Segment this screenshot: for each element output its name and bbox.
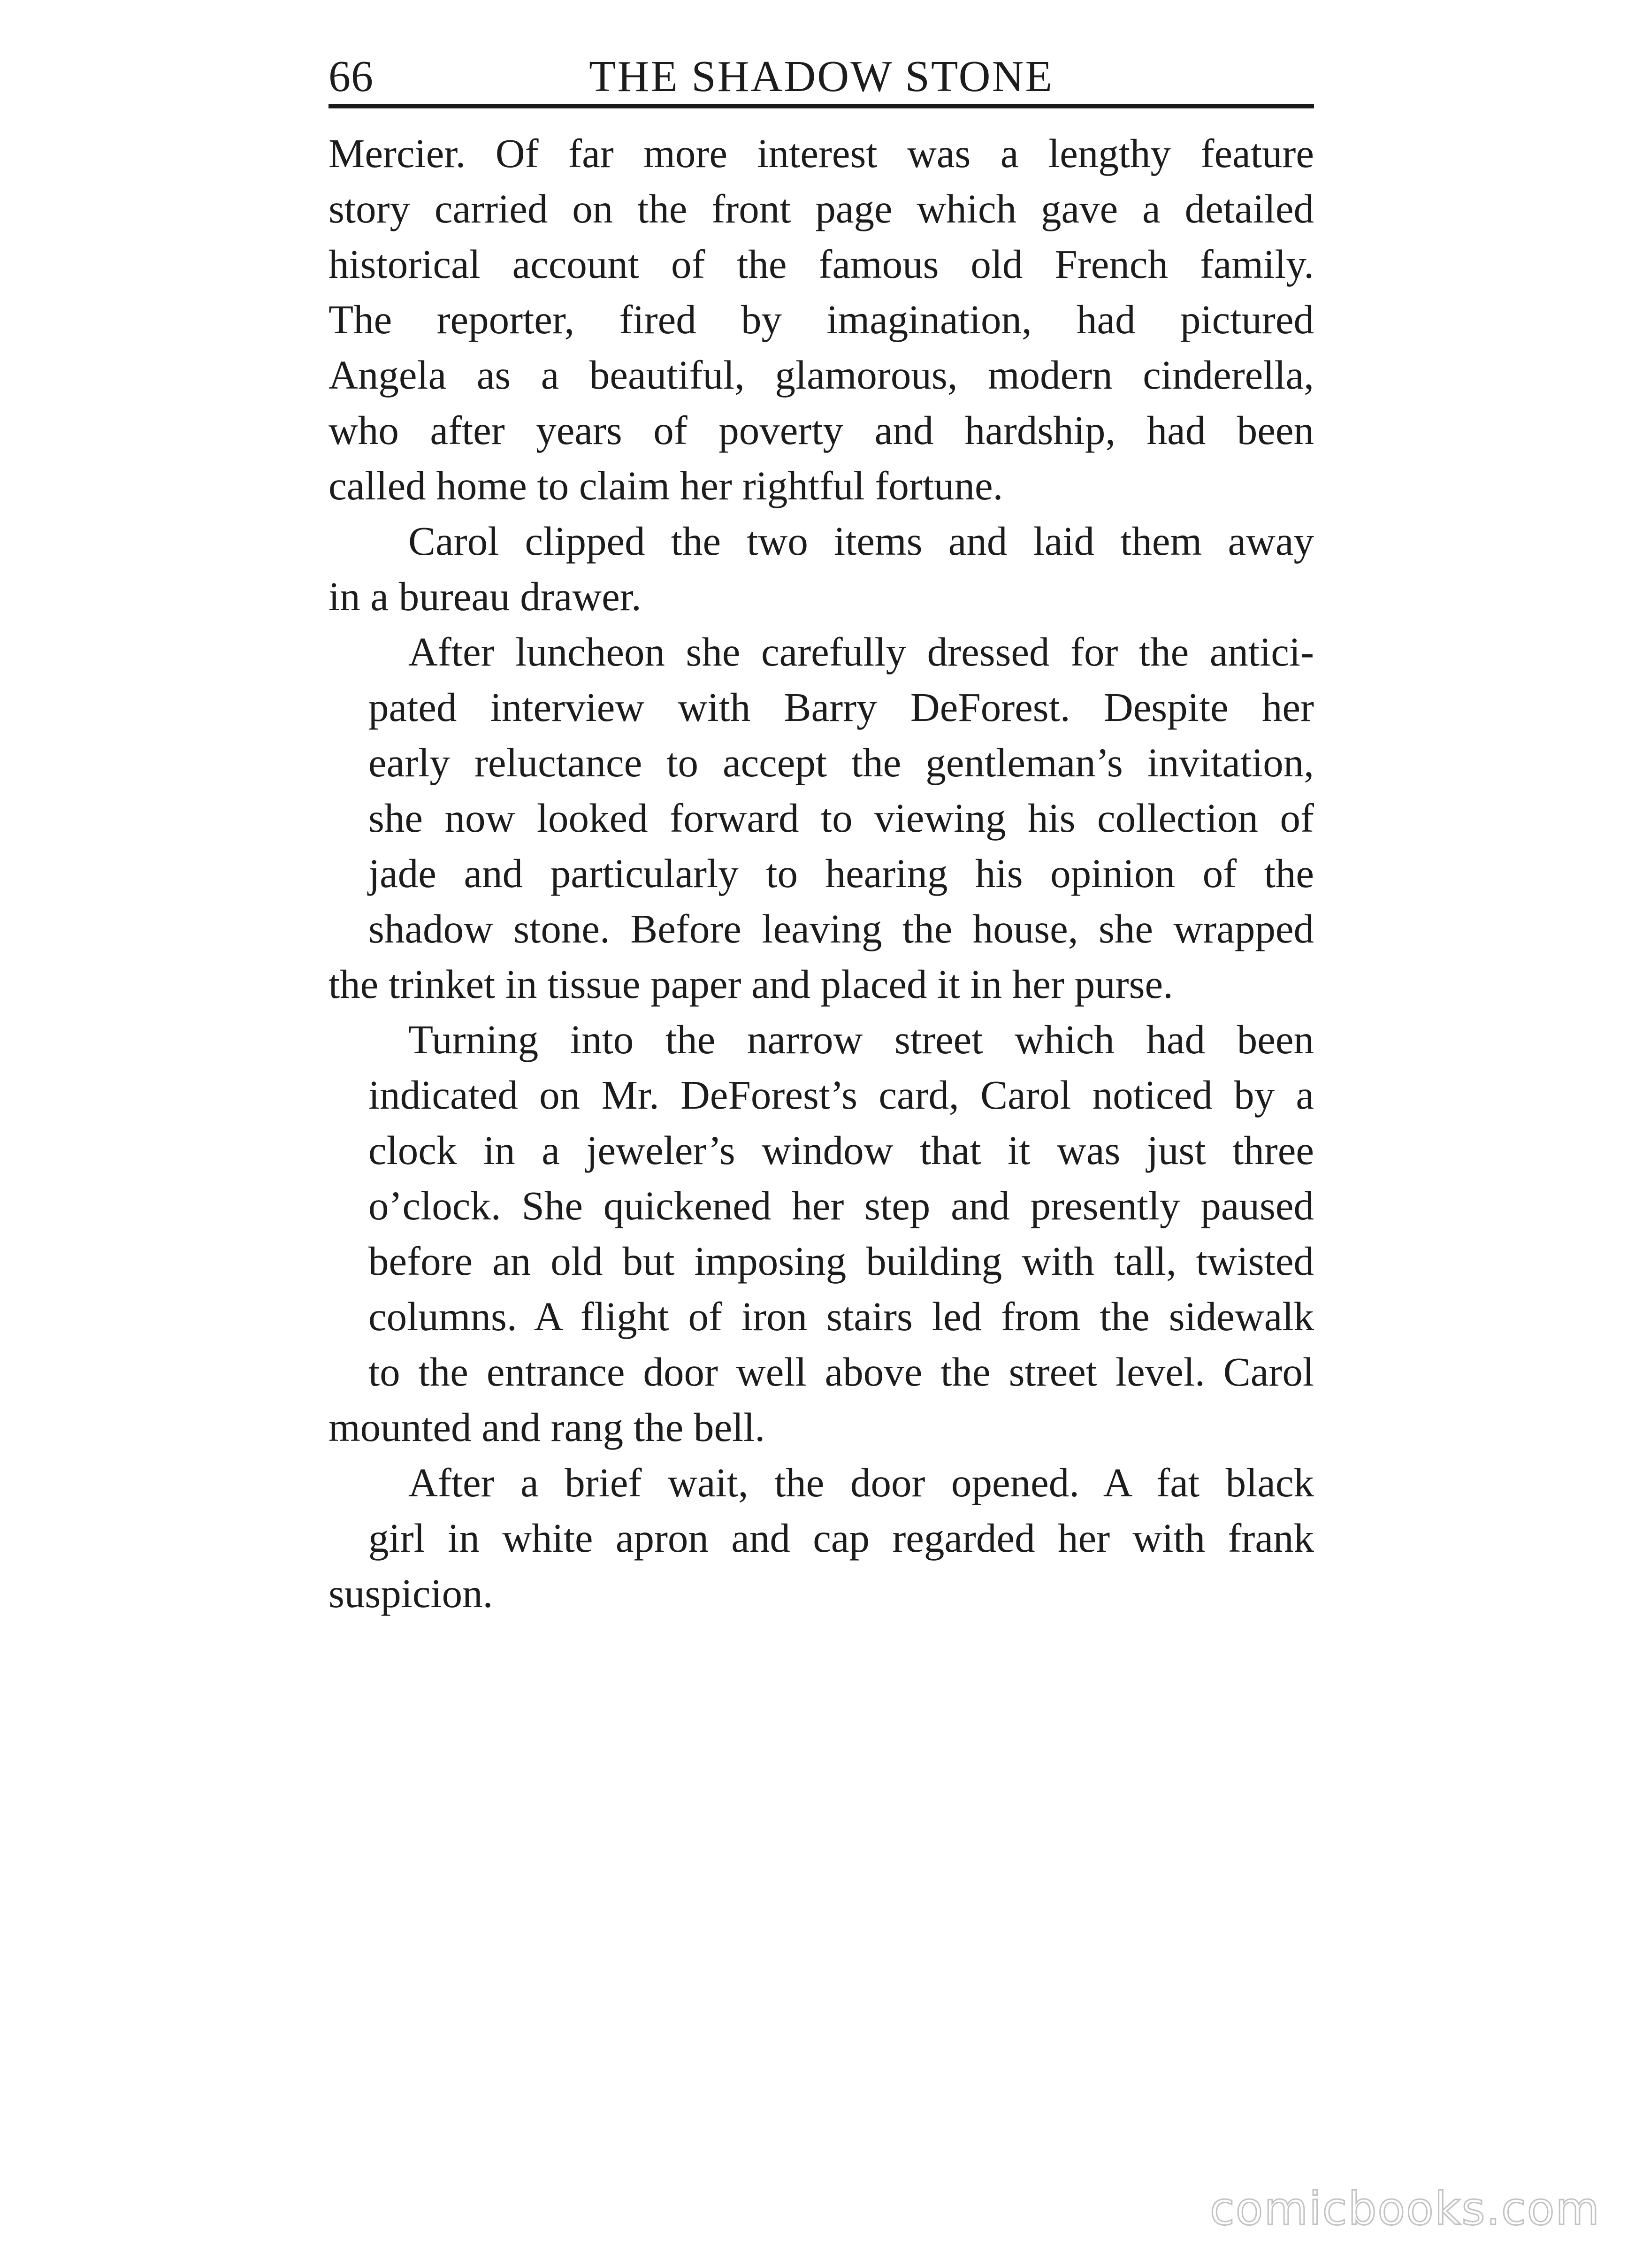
- text-line: Angela as a beautiful, glamorous, modern cinderella,: [329, 352, 1314, 398]
- text-line: Mercier. Of far more interest was a lengthy feature: [329, 130, 1314, 176]
- text-line: in a bureau drawer.: [329, 574, 642, 619]
- text-line: After a brief wait, the door opened. A fat black: [408, 1460, 1314, 1505]
- text-line: o’clock. She quickened her step and presently paused: [368, 1183, 1314, 1228]
- paragraph: [329, 513, 1314, 624]
- paragraph: [329, 1455, 1314, 1621]
- page-number: 66: [329, 52, 374, 101]
- text-line: early reluctance to accept the gentleman’s invitation,: [368, 740, 1314, 785]
- text-line: story carried on the front page which gave a detailed: [329, 186, 1314, 231]
- text-line: clock in a jeweler’s window that it was just three: [368, 1127, 1314, 1173]
- text-line: After luncheon she carefully dressed for the antici-: [408, 629, 1314, 674]
- text-line: Carol clipped the two items and laid them away: [408, 518, 1314, 564]
- text-line: she now looked forward to viewing his collection of: [368, 795, 1314, 841]
- text-line: columns. A flight of iron stairs led from the sidewalk: [368, 1294, 1314, 1339]
- text-line: mounted and rang the bell.: [329, 1404, 765, 1450]
- text-line: suspicion.: [329, 1571, 493, 1616]
- text-line: before an old but imposing building with tall, twisted: [368, 1238, 1314, 1284]
- text-line: girl in white apron and cap regarded her with frank: [368, 1515, 1314, 1561]
- text-line: pated interview with Barry DeForest. Despite her: [368, 684, 1314, 730]
- text-line: jade and particularly to hearing his opinion of the: [368, 850, 1314, 896]
- text-line: indicated on Mr. DeForest’s card, Carol noticed by a: [368, 1072, 1314, 1118]
- text-line: the trinket in tissue paper and placed it in her purse.: [329, 961, 1173, 1007]
- watermark: comicbooks.com: [1209, 2183, 1600, 2235]
- text-line: to the entrance door well above the street level. Carol: [368, 1349, 1314, 1395]
- running-header: [329, 43, 1314, 108]
- text-line: who after years of poverty and hardship, had been: [329, 407, 1314, 453]
- running-title: THE SHADOW STONE: [589, 52, 1054, 101]
- body-text: [329, 126, 1314, 1621]
- paragraph: [329, 1012, 1314, 1455]
- paragraph: [329, 624, 1314, 1012]
- paragraph: [329, 126, 1314, 513]
- text-line: called home to claim her rightful fortune.: [329, 463, 1003, 508]
- text-line: The reporter, fired by imagination, had pictured: [329, 297, 1314, 342]
- text-line: Turning into the narrow street which had been: [408, 1017, 1314, 1062]
- text-line: historical account of the famous old French family.: [329, 241, 1314, 287]
- text-line: shadow stone. Before leaving the house, she wrapped: [368, 906, 1314, 951]
